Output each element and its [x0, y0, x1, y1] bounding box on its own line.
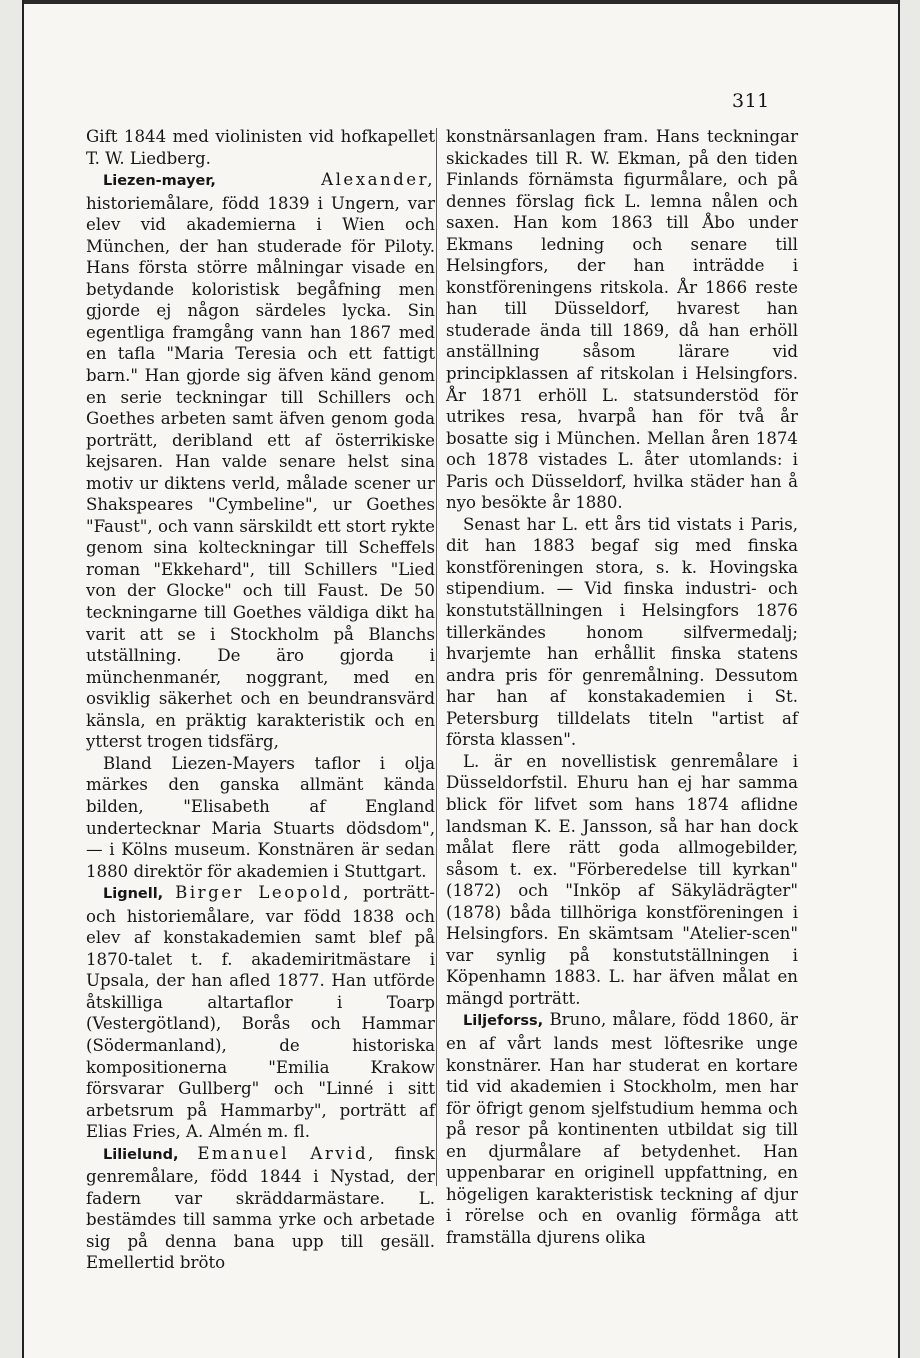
entry-body: porträtt- och historiemålare, var född 1838 och elev af konstakademien samt blef på 1870-talet t. f. akademiritmästare i Upsala, der han afled 1877. Han utförde åtskilliga altartaflor i Toarp (Vestergötland), Borås och Hammar (Södermanland), de historiska kompositionerna "Emilia Krakow försvarar Gullberg" och "Linné i sitt arbetsrum på Hammarby", porträtt af Elias Fries, A. Almén m. fl. [86, 883, 435, 1142]
paragraph: Senast har L. ett års tid vistats i Paris, dit han 1883 begaf sig med finska konstföreningen stora, s. k. Hovingska stipendium. — Vid finska industri- och konstutställningen i Helsingfors 1876 tillerkändes honom silfvermedalj; hvarjemte han erhållit finska statens andra pris för genremålning. Dessutom har han af konstakademien i St. Petersburg tilldelats titeln "artist af första klassen". [446, 514, 798, 750]
entry-body: Bruno, målare, född 1860, är en af vårt lands mest löftesrike unge konstnärer. Han har studerat en kortare tid vid akademien i Stockholm, men har för öfrigt genom sjelfstudium hemma och på resor på kontinenten utbildat sig till en djurmålare af betydenhet. Han uppenbarar en originell uppfattning, en högeligen karakteristisk teckning af djur i rörelse och en ovanlig förmåga att framställa djurens olika [446, 1010, 798, 1247]
entry-headword: Liezen-mayer, [103, 173, 216, 190]
entry-given-names: Alexander, [321, 170, 435, 190]
entry-headword: Lignell, [103, 886, 164, 903]
continuation-paragraph: Gift 1844 med violinisten vid hofkapellet T. W. Liedberg. [86, 127, 435, 168]
entry-given-names: Birger Leopold, [175, 883, 352, 903]
entry-body: finsk genremålare, född 1844 i Nystad, der fadern var skräddarmästare. L. bestämdes till samma yrke och arbetade sig på denna bana upp till gesäll. Emellertid bröto [86, 1143, 435, 1273]
book-page [22, 0, 900, 1358]
page-number: 311 [732, 90, 770, 112]
top-edge-rule [24, 0, 898, 4]
left-column [86, 126, 435, 1274]
paragraph: Bland Liezen-Mayers taflor i olja märkes den ganska allmänt kända bilden, "Elisabeth af England undertecknar Maria Stuarts dödsdom", — i Kölns museum. Konstnären är sedan 1880 direktör för akademien i Stuttgart. [86, 753, 435, 881]
entry-headword: Liljeforss, [463, 1013, 544, 1030]
entry-lignell [86, 882, 435, 1143]
entry-body: historiemålare, född 1839 i Ungern, var elev vid akademierna i Wien och München, der han studerade för Piloty. Hans första större målningar visade en betydande koloristisk begåfning men gjorde ej någon särdeles lycka. Sin egentliga framgång vann han 1867 med en tafla "Maria Teresia och ett fattigt barn." Han gjorde sig äfven känd genom en serie teckningar till Schillers och Goethes arbeten samt äfven genom goda porträtt, deribland ett af österrikiske kejsaren. Han valde senare helst sina motiv ur diktens verld, målade scener ur Shakspeares "Cymbeline", ur Goethes "Faust", och vann särskildt ett stort rykte genom sina kolteckningar till Scheffels roman "Ekkehard", till Schillers "Lied von der Glocke" och till Faust. De 50 teckningarne till Goethes väldiga dikt ha varit att se i Stockholm på Blanchs utställning. De äro gjorda i münchenmanér, noggrant, med en osviklig säkerhet och en beundransvärd känsla, en präktig karakteristik och en ytterst trogen tidsfärg, [86, 193, 435, 752]
right-column [446, 126, 798, 1248]
paragraph: L. är en novellistisk genremålare i Düsseldorfstil. Ehuru han ej har samma blick för lifvet som hans 1874 aflidne landsman K. E. Jansson, så har han dock målat flere rätt goda allmogebilder, såsom t. ex. "Förberedelse till kyrkan" (1872) och "Inköp af Säkylädrägter" (1878) båda tillhöriga konstföreningen i Helsingfors. En skämtsam "Atelier-scen" var synlig på konstutställningen i Köpenhamn 1883. L. har äfven målat en mängd porträtt. [446, 751, 798, 1008]
entry-headword: Lilielund, [103, 1146, 179, 1163]
column-divider [436, 128, 437, 1186]
entry-lilielund [86, 1143, 435, 1274]
continuation-paragraph: konstnärsanlagen fram. Hans teckningar skickades till R. W. Ekman, på den tiden Finlands förnämsta figurmålare, och på dennes förslag fick L. lemna nålen och saxen. Han kom 1863 till Åbo under Ekmans ledning och senare till Helsingfors, der han inträdde i konstföreningens ritskola. År 1866 reste han till Düsseldorf, hvarest han studerade ända till 1869, då han erhöll anställning såsom lärare vid principklassen af ritskolan i Helsingfors. År 1871 erhöll L. statsunderstöd för utrikes resa, hvarpå han för två år bosatte sig i München. Mellan åren 1874 och 1878 vistades L. åter utomlands: i Paris och Düsseldorf, hvilka städer han å nyo besökte år 1880. [446, 127, 798, 513]
entry-given-names: Emanuel Arvid, [197, 1143, 376, 1163]
entry-liljeforss [446, 1009, 798, 1248]
entry-liezen-mayer [86, 169, 435, 753]
